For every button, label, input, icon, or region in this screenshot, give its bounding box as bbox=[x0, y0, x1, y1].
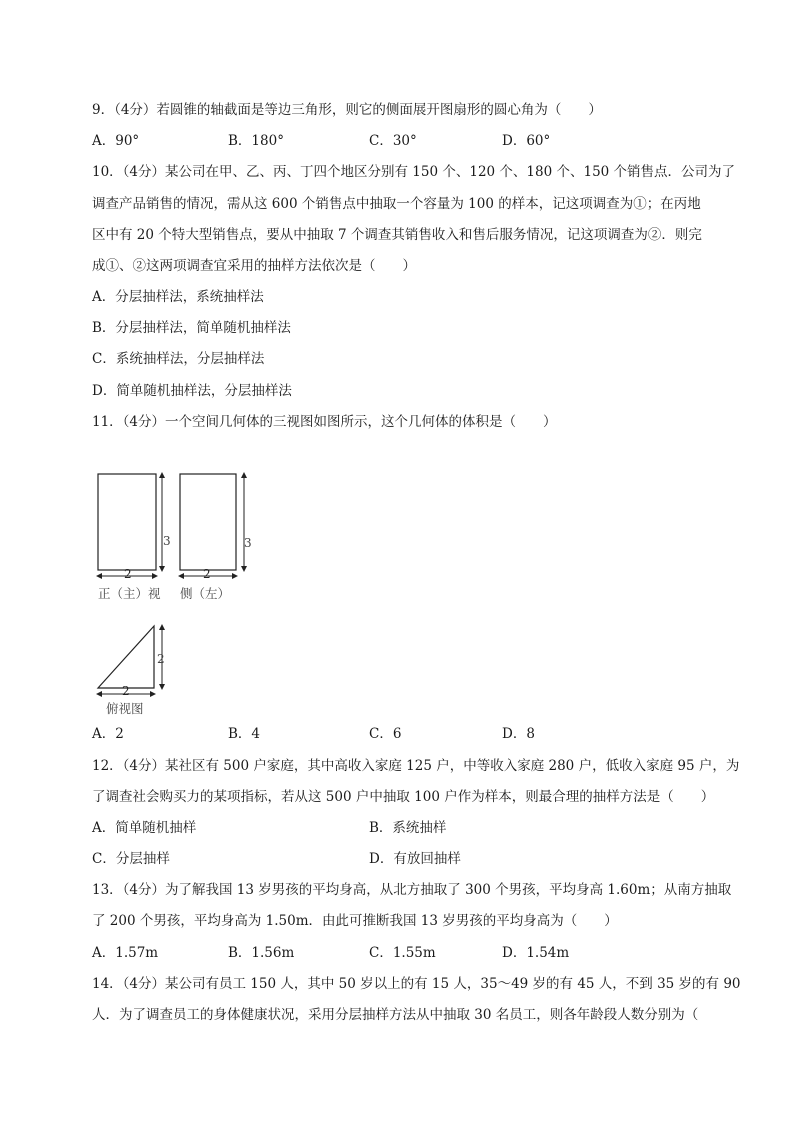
question-12-option-b: B．系统抽样 bbox=[369, 820, 447, 836]
top-view-width-label: 2 bbox=[122, 684, 130, 698]
question-13-option-b: B．1.56m bbox=[228, 945, 295, 961]
side-view-caption: 侧（左） bbox=[180, 586, 231, 601]
question-10-option-b: B．分层抽样法，简单随机抽样法 bbox=[92, 320, 291, 336]
question-13-option-c: C．1.55m bbox=[369, 945, 436, 961]
question-11-option-b: B．4 bbox=[228, 726, 261, 742]
question-9-option-b: B．180° bbox=[228, 133, 284, 149]
question-13-stem-line-1: 13．（4分）为了解我国 13 岁男孩的平均身高，从北方抽取了 300 个男孩，平均身高 1.60m；从南方抽取 bbox=[92, 882, 732, 898]
question-13-stem-line-2: 了 200 个男孩，平均身高为 1.50m．由此可推断我国 13 岁男孩的平均身高为（ ） bbox=[92, 913, 618, 929]
question-12-stem-line-2: 了调查社会购买力的某项指标，若从这 500 户中抽取 100 户作为样本，则最合理的抽样方法是（ ） bbox=[92, 789, 715, 805]
front-view-caption: 正（主）视 bbox=[98, 586, 161, 601]
question-9-option-c: C．30° bbox=[369, 133, 417, 149]
question-14-stem-line-1: 14．（4分）某公司有员工 150 人，其中 50 岁以上的有 15 人，35～49 岁的有 45 人，不到 35 岁的有 90 bbox=[92, 976, 741, 992]
question-10-option-c: C．系统抽样法，分层抽样法 bbox=[92, 351, 265, 367]
question-11-option-a: A．2 bbox=[92, 726, 124, 742]
question-12-stem-line-1: 12．（4分）某社区有 500 户家庭，其中高收入家庭 125 户，中等收入家庭 280 户，低收入家庭 95 户，为 bbox=[92, 758, 740, 774]
question-9-stem: 9．（4分）若圆锥的轴截面是等边三角形，则它的侧面展开图扇形的圆心角为（ ） bbox=[92, 102, 602, 118]
top-view-caption: 俯视图 bbox=[106, 701, 144, 716]
front-view-height-label: 3 bbox=[163, 534, 171, 548]
question-13-option-d: D．1.54m bbox=[502, 945, 570, 961]
question-11-option-c: C．6 bbox=[369, 726, 402, 742]
question-12-option-d: D．有放回抽样 bbox=[369, 851, 461, 867]
question-10-stem-line-3: 区中有 20 个特大型销售点，要从中抽取 7 个调查其销售收入和售后服务情况，记这项调查为②．则完 bbox=[92, 227, 702, 243]
question-10-option-a: A．分层抽样法，系统抽样法 bbox=[92, 289, 264, 305]
question-10-stem-line-2: 调查产品销售的情况，需从这 600 个销售点中抽取一个容量为 100 的样本，记这项调查为①；在丙地 bbox=[92, 196, 701, 212]
question-11-stem: 11．（4分）一个空间几何体的三视图如图所示，这个几何体的体积是（ ） bbox=[92, 414, 557, 430]
question-10-option-d: D．简单随机抽样法，分层抽样法 bbox=[92, 383, 292, 399]
question-9-option-a: A．90° bbox=[92, 133, 140, 149]
question-9-option-d: D．60° bbox=[502, 133, 551, 149]
front-view-width-label: 2 bbox=[124, 567, 132, 581]
question-11-option-d: D．8 bbox=[502, 726, 535, 742]
side-view-height-label: 3 bbox=[244, 536, 252, 550]
question-14-stem-line-2: 人．为了调查员工的身体健康状况，采用分层抽样方法从中抽取 30 名员工，则各年龄段人数分别为（ bbox=[92, 1007, 699, 1023]
question-10-stem-line-4: 成①、②这两项调查宜采用的抽样方法依次是（ ） bbox=[92, 258, 416, 274]
question-12-option-c: C．分层抽样 bbox=[92, 851, 170, 867]
top-view-height-label: 2 bbox=[157, 652, 165, 666]
front-view-figure bbox=[92, 468, 172, 588]
question-12-option-a: A．简单随机抽样 bbox=[92, 820, 197, 836]
side-view-figure bbox=[174, 468, 254, 588]
question-13-option-a: A．1.57m bbox=[92, 945, 159, 961]
question-10-stem-line-1: 10．（4分）某公司在甲、乙、丙、丁四个地区分别有 150 个、120 个、180 个、150 个销售点．公司为了 bbox=[92, 164, 736, 180]
side-view-width-label: 2 bbox=[203, 567, 211, 581]
